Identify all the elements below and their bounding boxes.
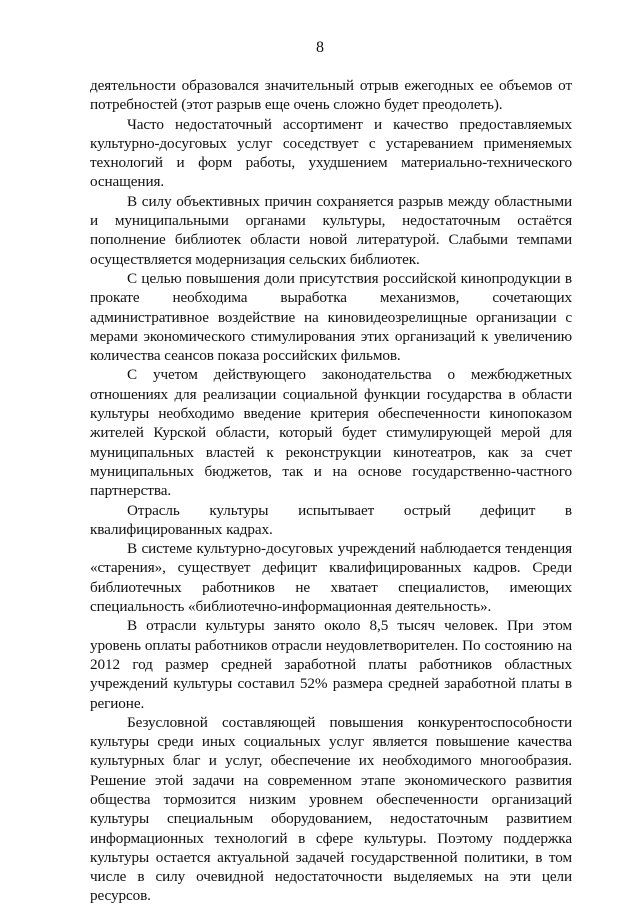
paragraph-aging-staff: В системе культурно-досуговых учреждений наблюдается тенденция «старения», существует дефицит квалифицированных кадров. Среди библиотечных работников не хватает специалистов, имеющих специальность «библиотечно-информационная деятельность». xyxy=(90,540,572,616)
paragraph-libraries-gap: В силу объективных причин сохраняется разрыв между областными и муниципальными органами культуры, недостаточным остаётся пополнение библиотек области новой литературой. Слабыми темпами осуществляется модернизация сельских библиотек. xyxy=(90,192,572,268)
document-body xyxy=(90,76,572,906)
paragraph-film-distribution: С целью повышения доли присутствия российской кинопродукции в прокате необходима выработка механизмов, сочетающих административное воздействие на киновидеозрелищные организации с мерами экономического стимулирования этих организаций к увеличению количества сеансов показа российских фильмов. xyxy=(90,269,572,365)
paragraph-continuation: деятельности образовался значительный отрыв ежегодных ее объемов от потребностей (этот разрыв еще очень сложно будет преодолеть). xyxy=(90,77,572,114)
paragraph-services-quality: Часто недостаточный ассортимент и качество предоставляемых культурно-досуговых услуг соседствует с устареванием применяемых технологий и форм работы, ухудшением материально-технического оснащения. xyxy=(90,115,572,191)
paragraph-employment-wages: В отрасли культуры занято около 8,5 тысяч человек. При этом уровень оплаты работников отрасли неудовлетворителен. По состоянию на 2012 год размер средней заработной платы работников областных учреждений культуры составил 52% размера средней заработной платы в регионе. xyxy=(90,617,572,712)
page-number: 8 xyxy=(316,39,324,56)
paragraph-cinema-legislation: С учетом действующего законодательства о межбюджетных отношениях для реализации социальной функции государства в области культуры необходимо введение критерия обеспеченности кинопоказом жителей Курской области, который будет стимулирующей мерой для муниципальных властей к реконструкции кинотеатров, как за счет муниципальных бюджетов, так и на основе государственно-частного партнерства. xyxy=(90,366,572,500)
paragraph-staff-shortage: Отрасль культуры испытывает острый дефицит в квалифицированных кадрах. xyxy=(90,501,572,538)
paragraph-competitiveness: Безусловной составляющей повышения конкурентоспособности культуры среди иных социальных услуг является повышение качества культурных благ и услуг, обеспечение их необходимого многообразия. Решение этой задачи на современном этапе экономического развития общества тормозится низким уровнем обеспеченности организаций культуры специальным оборудованием, недостаточным развитием информационных технологий в сфере культуры. Поэтому поддержка культуры остается актуальной задачей государственной политики, в том числе в силу очевидной недостаточности выделяемых на эти цели ресурсов. xyxy=(90,713,572,905)
